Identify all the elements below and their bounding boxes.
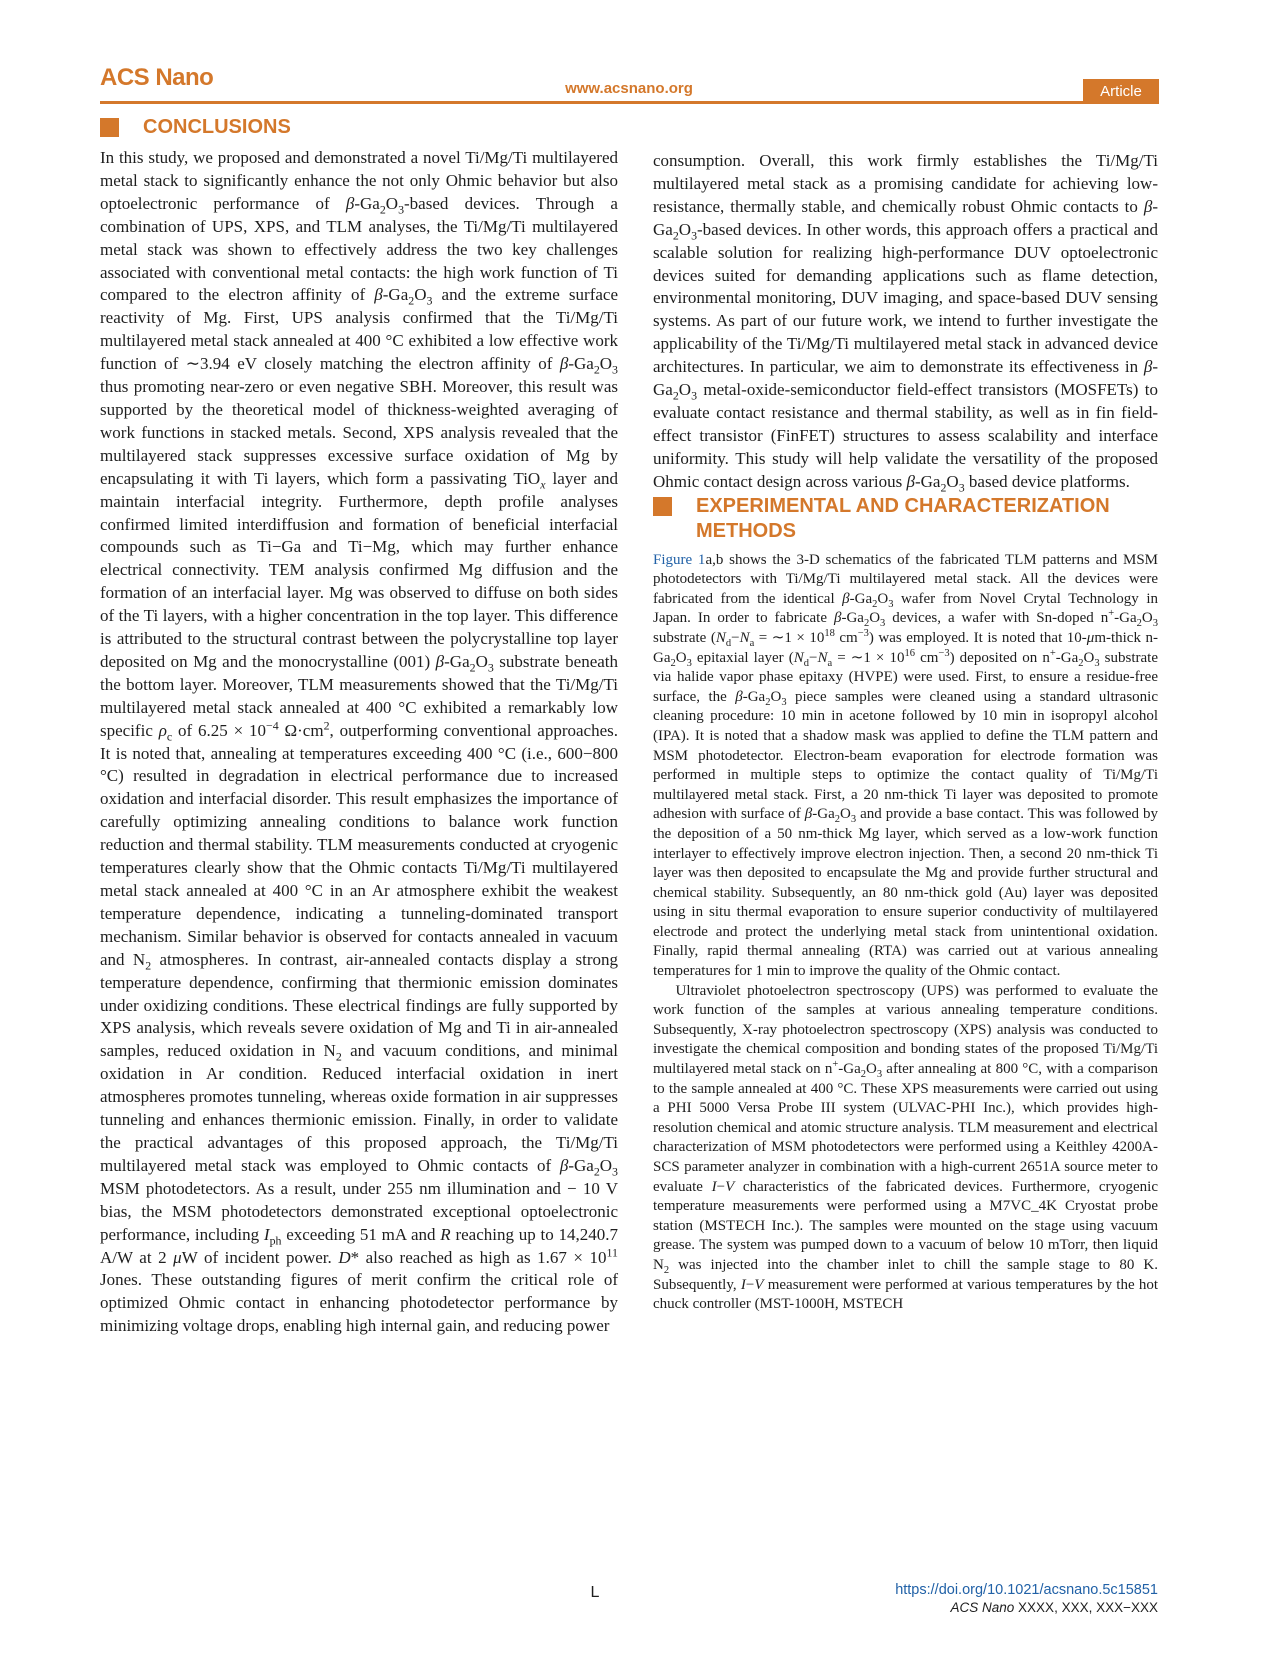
methods-paragraph-2: Ultraviolet photoelectron spectroscopy (UPS) was performed to evaluate the work function of the samples at various annealing temperature conditions. Subsequently, X-ray photoelectron spectroscopy (XPS) analysis was conducted to investigate the chemical composition and bonding states of the proposed Ti/Mg/Ti multilayered metal stack on $n^+-Ga_2O_3$ after annealing at 800 °C, with a comparison to the sample annealed at 400 °C. These XPS measurements were carried out using a PHI 5000 Versa Probe III system (ULVAC-PHI Inc.), which provides high-resolution chemical and atomic structure analysis. TLM measurement and electrical characterization of MSM photodetectors were performed using a Keithley 4200A-SCS parameter analyzer in combination with a high-current 2651A source meter to evaluate I−V characteristics of the fabricated devices. Furthermore, cryogenic temperature measurements were performed using a M7VC_4K Cryostat probe station (MSTECH Inc.). The samples were mounted on the stage using vacuum grease. The system was pumped down to a vacuum of below 10 mTorr, then liquid $N_2$ was injected into the chamber inlet to chill the sample stage to 80 K. Subsequently, I−V measurement were performed at various temperatures by the hot chuck controller (MST-1000H, MSTECH — [653, 982, 1159, 1313]
figure-1-link[interactable]: Figure 1 — [653, 551, 706, 568]
methods-heading-label: EXPERIMENTAL AND CHARACTERIZATION METHODS — [696, 494, 1110, 542]
journal-site-link[interactable]: www.acsnano.org — [565, 80, 693, 97]
page-number: L — [590, 1584, 600, 1601]
doi-link[interactable]: https://doi.org/10.1021/acsnano.5c15851 — [895, 1582, 1158, 1598]
footer-citation-block — [738, 1581, 1158, 1616]
section-bullet-icon — [653, 497, 672, 516]
header-rule — [100, 101, 1159, 104]
journal-logo: ACS Nano — [100, 64, 214, 91]
citation-text: ACS Nano XXXX, XXX, XXX−XXX — [950, 1600, 1158, 1615]
section-bullet-icon — [100, 118, 119, 137]
conclusions-paragraph: In this study, we proposed and demonstrated a novel Ti/Mg/Ti multilayered metal stack to significantly enhance the not only Ohmic behavior but also optoelectronic performance of $\beta-Ga_2O_3$-based devices. Through a combination of UPS, XPS, and TLM analyses, the Ti/Mg/Ti multilayered metal stack was shown to effectively address the two key challenges associated with conventional metal contacts: the high work function of Ti compared to the electron affinity of $\beta-Ga_2O_3$ and the extreme surface reactivity of Mg. First, UPS analysis confirmed that the Ti/Mg/Ti multilayered metal stack annealed at 400 °C exhibited a low effective work function of ∼3.94 eV closely matching the electron affinity of $\beta-Ga_2O_3$ thus promoting near-zero or even negative SBH. Moreover, this result was supported by the theoretical model of thickness-weighted averaging of work functions in stacked metals. Second, XPS analysis revealed that the multilayered stack suppresses excessive surface oxidation of Mg by encapsulating it with Ti layers, which form a passivating TiO$_x$ layer and maintain interfacial integrity. Furthermore, depth profile analyses confirmed limited interdiffusion and formation of beneficial interfacial compounds such as Ti−Ga and Ti−Mg, which may further enhance electrical connectivity. TEM analysis confirmed Mg diffusion and the formation of an interfacial layer. Mg was observed to diffuse on both sides of the Ti layers, with a higher concentration in the top layer. This difference is attributed to the structural contrast between the polycrystalline top layer deposited on Mg and the monocrystalline (001) $\beta-Ga_2O_3$ substrate beneath the bottom layer. Moreover, TLM measurements showed that the Ti/Mg/Ti multilayered metal stack annealed at 400 °C exhibited a remarkably low specific $\rho_c$ of $6.25 \times 10^{-4}$ $\Omega\cdot cm^2$, outperforming conventional approaches. It is noted that, annealing at temperatures exceeding 400 °C (i.e., 600−800 °C) resulted in degradation in electrical performance due to increased oxidation and interfacial disorder. This result emphasizes the importance of carefully optimizing annealing conditions to balance work function reduction and thermal stability. TLM measurements conducted at cryogenic temperatures clearly show that the Ohmic contacts Ti/Mg/Ti multilayered metal stack annealed at 400 °C in an Ar atmosphere exhibit the weakest temperature dependence, indicating a tunneling-dominated transport mechanism. Similar behavior is observed for contacts annealed in vacuum and $N_2$ atmospheres. In contrast, air-annealed contacts display a strong temperature dependence, confirming that thermionic emission dominates under oxidizing conditions. These electrical findings are fully supported by XPS analysis, which reveals severe oxidation of Mg and Ti in air-annealed samples, reduced oxidation in $N_2$ and vacuum conditions, and minimal oxidation in Ar condition. Reduced interfacial oxidation in inert atmospheres promotes tunneling, whereas oxide formation in air suppresses tunneling and enhances thermionic emission. Finally, in order to validate the practical advantages of this proposed approach, the Ti/Mg/Ti multilayered metal stack was employed to Ohmic contacts of $\beta-Ga_2O_3$ MSM photodetectors. As a result, under 255 nm illumination and − 10 V bias, the MSM photodetectors demonstrated exceptional optoelectronic performance, including $I_{ph}$ exceeding 51 mA and R reaching up to 14,240.7 A/W at 2 μW of incident power. D* also reached as high as $1.67 \times 10^{11}$ Jones. These outstanding figures of merit confirm the critical role of optimized Ohmic contact in enhancing photodetector performance by minimizing voltage drops, enabling high internal gain, and reducing power — [100, 148, 619, 1336]
article-type-badge: Article — [1083, 79, 1159, 104]
methods-paragraph-1: Figure 1a,b shows the 3-D schematics of the fabricated TLM patterns and MSM photodetectors with Ti/Mg/Ti multilayered metal stack. All the devices were fabricated from the identical $\beta-Ga_2O_3$ wafer from Novel Crytal Technology in Japan. In order to fabricate $\beta-Ga_2O_3$ devices, a wafer with Sn-doped $n^+-Ga_2O_3$ substrate ($N_d-N_a$ = ∼1 × $10^{18}$ $cm^{-3}$) was employed. It is noted that 10-μm-thick $n-Ga_2O_3$ epitaxial layer ($N_d-N_a$ = ∼1 × $10^{16}$ $cm^{-3}$) deposited on $n^+-Ga_2O_3$ substrate via halide vapor phase epitaxy (HVPE) were used. First, to ensure a residue-free surface, the $\beta-Ga_2O_3$ piece samples were cleaned using a standard ultrasonic cleaning procedure: 10 min in acetone followed by 10 min in isopropyl alcohol (IPA). It is noted that a shadow mask was applied to define the TLM pattern and MSM photodetector. Electron-beam evaporation for electrode formation was performed in multiple steps to optimize the contact quality of Ti/Mg/Ti multilayered metal stack. First, a 20 nm-thick Ti layer was deposited to promote adhesion with surface of $\beta-Ga_2O_3$ and provide a base contact. This was followed by the deposition of a 50 nm-thick Mg layer, which served as a low-work function interlayer to effectively improve electron injection. Then, a second 20 nm-thick Ti layer was then deposited to encapsulate the Mg and provide further structural and chemical stability. Subsequently, an 80 nm-thick gold (Au) layer was deposited using in situ thermal evaporation to ensure superior conductivity of multilayered electrode and protect the underlying metal stack from unintentional oxidation. Finally, rapid thermal annealing (RTA) was carried out at various annealing temperatures for 1 min to improve the quality of the Ohmic contact. — [653, 551, 1159, 980]
conclusions-continuation-paragraph: consumption. Overall, this work firmly establishes the Ti/Mg/Ti multilayered metal stack as a promising candidate for achieving low-resistance, thermally stable, and chemically robust Ohmic contacts to $\beta-Ga_2O_3$-based devices. In other words, this approach offers a practical and scalable solution for realizing high-performance DUV optoelectronic devices suited for demanding applications such as flame detection, environmental monitoring, DUV imaging, and space-based DUV sensing systems. As part of our future work, we intend to further investigate the applicability of the Ti/Mg/Ti multilayered metal stack in advanced device architectures. In particular, we aim to demonstrate its effectiveness in $\beta-Ga_2O_3$ metal-oxide-semiconductor field-effect transistors (MOSFETs) to evaluate contact resistance and thermal stability, as well as in fin field-effect transistor (FinFET) structures to assess scalability and interface uniformity. This study will help validate the versatility of the proposed Ohmic contact design across various $\beta-Ga_2O_3$ based device platforms. — [653, 151, 1158, 495]
methods-heading — [653, 494, 1158, 544]
conclusions-heading — [100, 115, 618, 140]
right-column — [653, 150, 1158, 1315]
conclusions-heading-label: CONCLUSIONS — [143, 116, 291, 138]
left-column — [100, 115, 618, 1338]
